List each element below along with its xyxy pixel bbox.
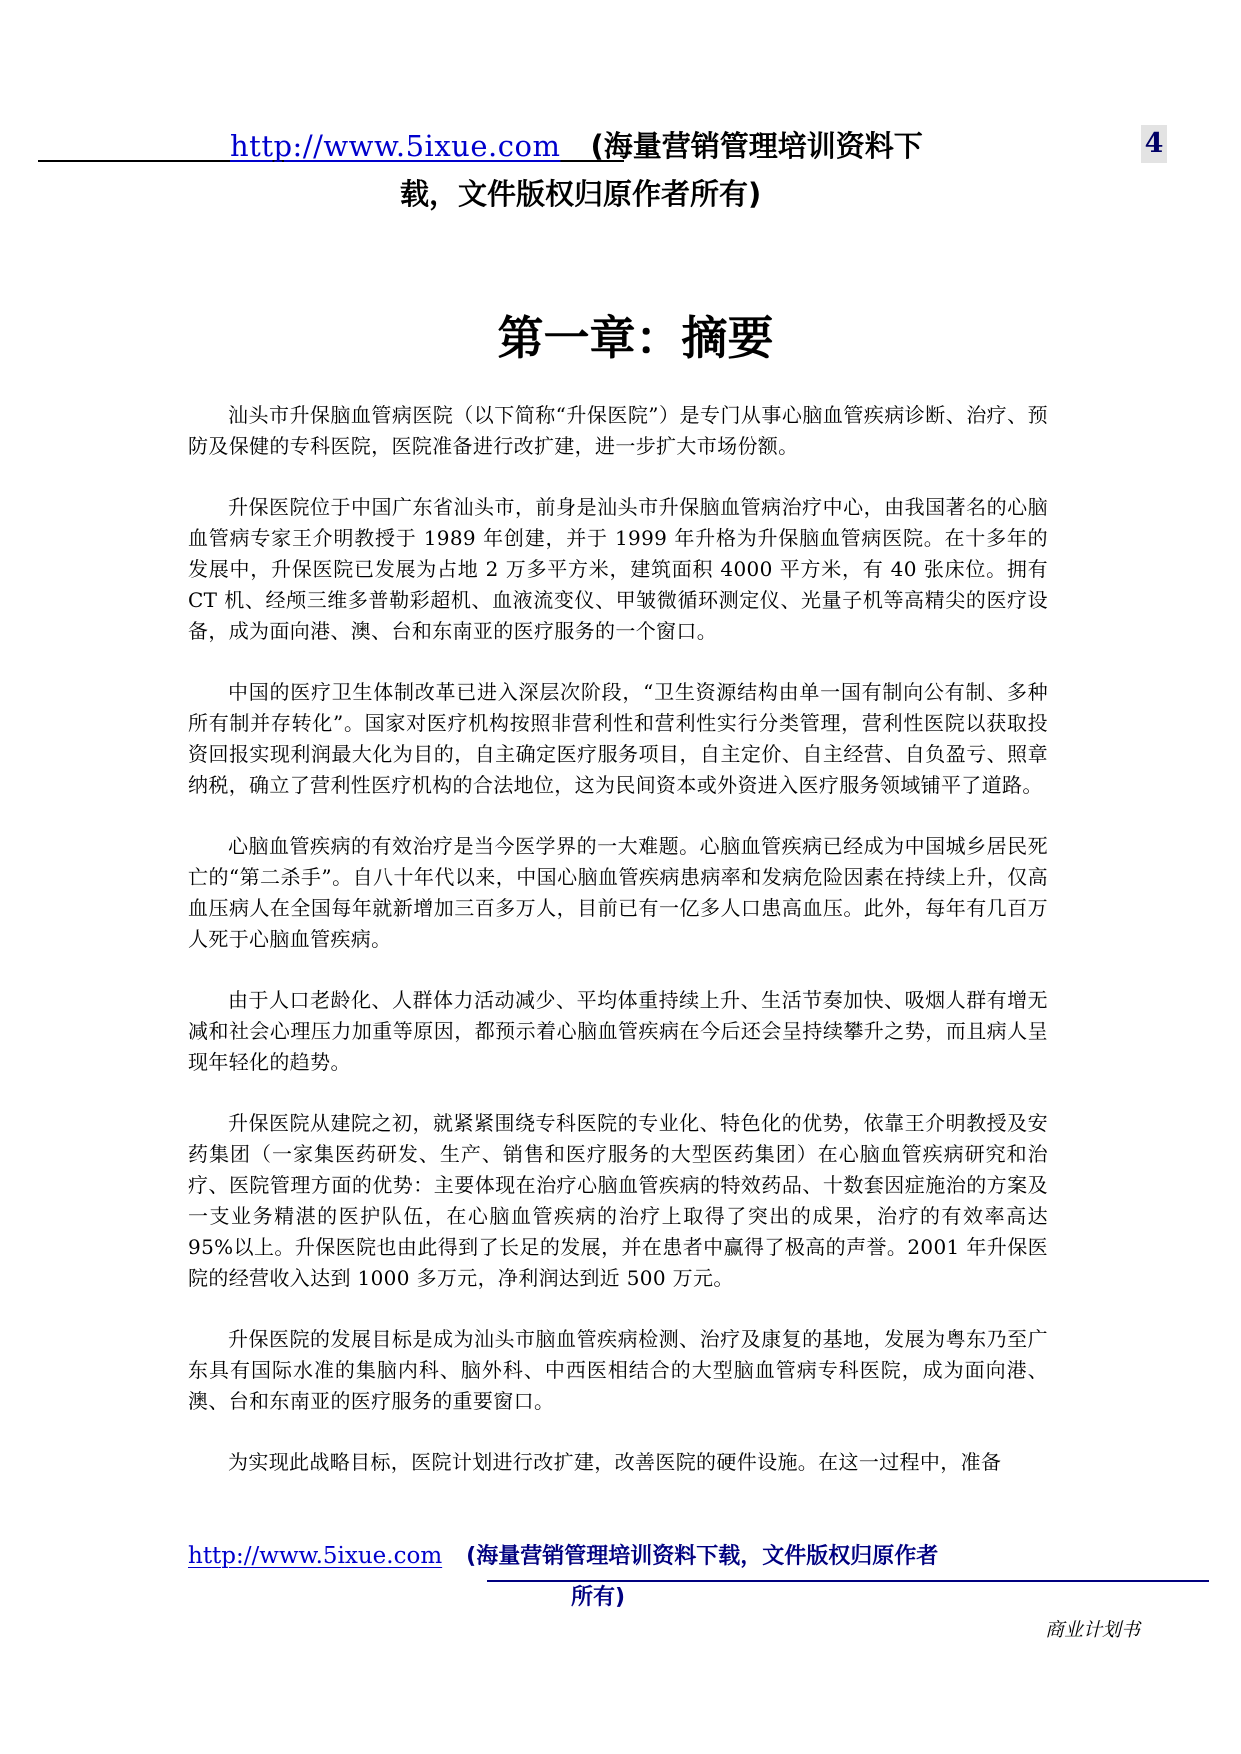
paragraph: 汕头市升保脑血管病医院（以下简称“升保医院”）是专门从事心脑血管疾病诊断、治疗、预防及保健的专科医院，医院准备进行改扩建，进一步扩大市场份额。 (188, 403, 1048, 458)
header (230, 124, 1030, 211)
body-text (188, 400, 1048, 1508)
paragraph: 为实现此战略目标，医院计划进行改扩建，改善医院的硬件设施。在这一过程中，准备 (228, 1450, 1002, 1474)
running-footer-title: 商业计划书 (1045, 1619, 1141, 1641)
paragraph: 心脑血管疾病的有效治疗是当今医学界的一大难题。心脑血管疾病已经成为中国城乡居民死亡的“第二杀手”。自八十年代以来，中国心脑血管疾病患病率和发病危险因素在持续上升，仅高血压病人在全国每年就新增加三百多万人，目前已有一亿多人口患高血压。此外，每年有几百万人死于心脑血管疾病。 (188, 834, 1048, 951)
paragraph: 中国的医疗卫生体制改革已进入深层次阶段，“卫生资源结构由单一国有制向公有制、多种所有制并存转化”。国家对医疗机构按照非营利性和营利性实行分类管理，营利性医院以获取投资回报实现利润最大化为目的，自主确定医疗服务项目，自主定价、自主经营、自负盈亏、照章纳税，确立了营利性医疗机构的合法地位，这为民间资本或外资进入医疗服务领域铺平了道路。 (188, 680, 1048, 797)
paragraph: 升保医院的发展目标是成为汕头市脑血管疾病检测、治疗及康复的基地，发展为粤东乃至广东具有国际水准的集脑内科、脑外科、中西医相结合的大型脑血管病专科医院，成为面向港、澳、台和东南亚的医疗服务的重要窗口。 (188, 1327, 1048, 1413)
paragraph: 升保医院从建院之初，就紧紧围绕专科医院的专业化、特色化的优势，依靠王介明教授及安药集团（一家集医药研发、生产、销售和医疗服务的大型医药集团）在心脑血管疾病研究和治疗、医院管理方面的优势：主要体现在治疗心脑血管疾病的特效药品、十数套因症施治的方案及一支业务精湛的医护队伍，在心脑血管疾病的治疗上取得了突出的成果，治疗的有效率高达 95%以上。升保医院也由此得到了长足的发展，并在患者中赢得了极高的声誉。2001 年升保医院的经营收入达到 1000 多万元，净利润达到近 500 万元。 (188, 1111, 1048, 1290)
header-link[interactable]: http://www.5ixue.com (230, 129, 561, 163)
footer-note-line-2: 所有) (571, 1585, 626, 1610)
footer (188, 1538, 1088, 1610)
page-number: 4 (1141, 125, 1167, 163)
chapter-title: 第一章：摘要 (497, 311, 774, 365)
footer-note-line-1: (海量营销管理培训资料下载，文件版权归原作者 (466, 1544, 939, 1569)
header-note-line-1: (海量营销管理培训资料下 (590, 129, 923, 163)
header-note-line-2: 载，文件版权归原作者所有) (400, 177, 762, 211)
paragraph: 由于人口老龄化、人群体力活动减少、平均体重持续上升、生活节奏加快、吸烟人群有增无减和社会心理压力加重等原因，都预示着心脑血管疾病在今后还会呈持续攀升之势，而且病人呈现年轻化的趋势。 (188, 988, 1048, 1074)
paragraph: 升保医院位于中国广东省汕头市，前身是汕头市升保脑血管病治疗中心，由我国著名的心脑血管病专家王介明教授于 1989 年创建，并于 1999 年升格为升保脑血管病医院。在十多年的发展中，升保医院已发展为占地 2 万多平方米，建筑面积 4000 平方米，有 40 张床位。拥有 CT 机、经颅三维多普勒彩超机、血液流变仪、甲皱微循环测定仪、光量子机等高精尖的医疗设备，成为面向港、澳、台和东南亚的医疗服务的一个窗口。 (188, 495, 1048, 643)
footer-line-1 (188, 1538, 1088, 1574)
footer-link[interactable]: http://www.5ixue.com (188, 1543, 443, 1569)
header-line-1 (230, 124, 1030, 168)
